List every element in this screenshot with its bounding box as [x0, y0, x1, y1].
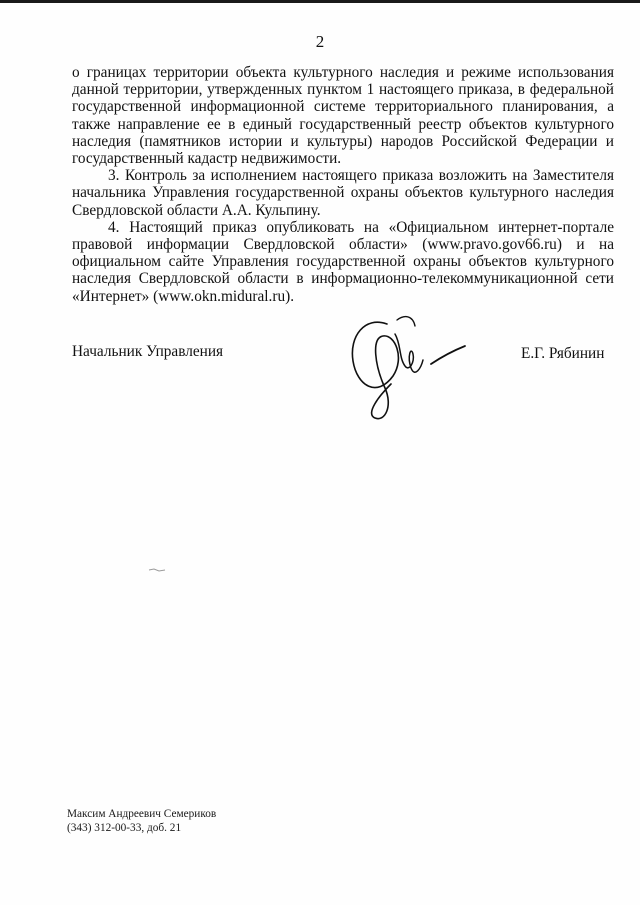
paragraph-continuation: о границах территории объекта культурного наследия и режиме использования данной территории, утвержденных пунктом 1 настоящего приказа, в федеральной государственной информационной системе территориального планирования, а также направление ее в единый государственный реестр объектов культурного наследия (памятников истории и культуры) народов Российской Федерации и государственный кадастр недвижимости.: [72, 64, 614, 168]
scan-smudge: [148, 567, 166, 573]
page-number: 2: [315, 32, 325, 51]
executor-contact: [67, 808, 216, 835]
executor-name: Максим Андреевич Семериков: [67, 808, 217, 820]
document-body: [72, 64, 614, 305]
signatory-position: Начальник Управления: [72, 343, 224, 360]
executor-phone: (343) 312-00-33, доб. 21: [67, 821, 182, 834]
scan-edge: [0, 0, 640, 3]
paragraph-item-4: 4. Настоящий приказ опубликовать на «Официальном интернет-портале правовой информации Свердловской области» (www.pravo.gov66.ru) и на официальном сайте Управления государственной охраны объектов культурного наследия Свердловской области в информационно-телекоммуникационной сети «Интернет» (www.okn.midural.ru).: [72, 218, 614, 305]
paragraph-item-3: 3. Контроль за исполнением настоящего приказа возложить на Заместителя начальника Управления государственной охраны объектов культурного наследия Свердловской области А.А. Кульпину.: [72, 167, 614, 219]
signatory-name: Е.Г. Рябинин: [521, 345, 605, 362]
handwritten-signature: [335, 306, 475, 426]
